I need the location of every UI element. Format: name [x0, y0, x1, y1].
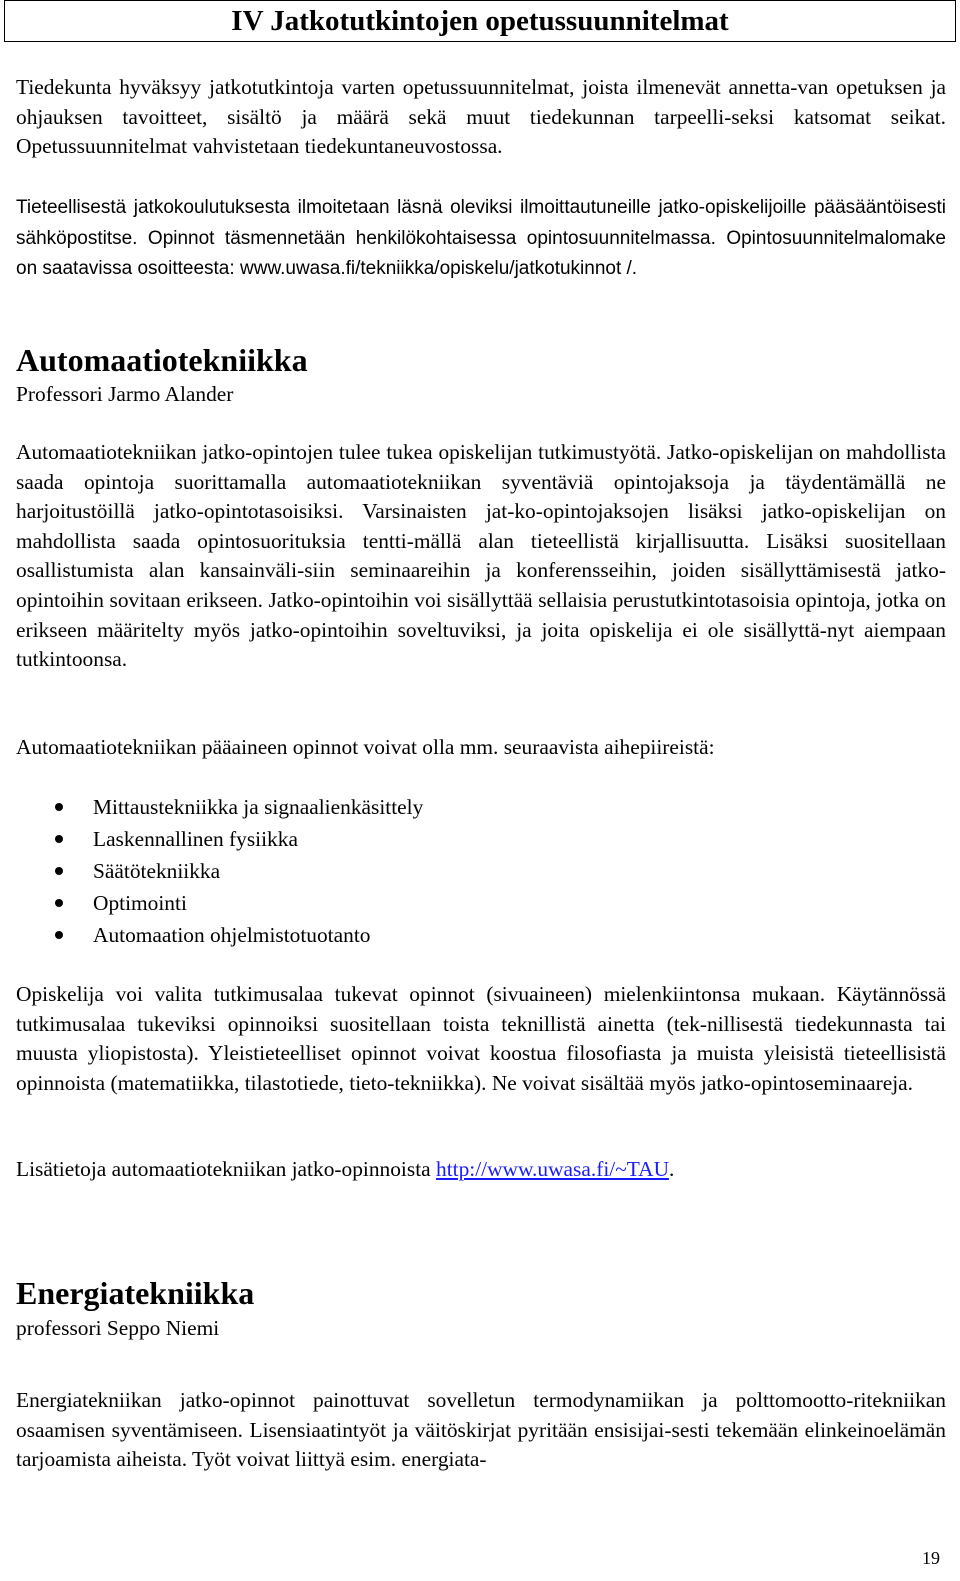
more-info-text: Lisätietoja automaatiotekniikan jatko-opinnoista — [16, 1157, 431, 1181]
tau-link[interactable]: http://www.uwasa.fi/~TAU — [436, 1157, 670, 1181]
list-item — [0, 887, 930, 919]
bullet-icon — [55, 867, 63, 875]
form-url: www.uwasa.fi/tekniikka/opiskelu/jatkotukinnot /. — [240, 258, 638, 280]
energia-heading: Energiatekniikka — [16, 1275, 255, 1311]
page-number: 19 — [922, 1548, 940, 1568]
bullet-icon — [55, 803, 63, 811]
list-item-label: Optimointi — [93, 891, 187, 915]
automaatio-paragraph-2: Automaatiotekniikan pääaineen opinnot voivat olla mm. seuraavista aihepiireistä: — [16, 735, 715, 759]
more-info — [16, 1155, 946, 1185]
energia-paragraph-1: Energiatekniikan jatko-opinnot painottuvat sovelletun termodynamiikan ja polttomootto-ritekniikan osaamisen syventämiseen. Lisensiaatintyöt ja väitöskirjat pyritään ensisijai-sesti tekemään elinkeinoelämän tarjoamista aiheista. Työt voivat liittyä esim. energiata- — [16, 1388, 946, 1472]
list-item-label: Laskennallinen fysiikka — [93, 827, 298, 851]
bullet-icon — [55, 899, 63, 907]
intro-paragraph-2-text: Tieteellisestä jatkokoulutuksesta ilmoitetaan läsnä oleviksi ilmoittautuneille jatko-opiskelijoille pääsääntöisesti sähköpostitse. Opinnot täsmennetään henkilökohtaisessa opintosuunnitelmassa. Opintosuunnitelmalomake on saatavissa osoitteesta: — [16, 197, 946, 280]
automaatio-paragraph-3: Opiskelija voi valita tutkimusalaa tukevat opinnot (sivuaineen) mielenkiintonsa mukaan. Käytännössä tutkimusalaa tukeviksi opinnoiksi suositellaan toista teknillistä ainetta (tek-nillisestä tiedekunnasta tai muusta yliopistosta). Yleistieteelliset opinnot voivat koostua filosofiasta ja muista yleisistä tieteellisistä opinnoista (matematiikka, tilastotiede, tieto-tekniikka). Ne voivat sisältää myös jatko-opintoseminaareja. — [16, 982, 946, 1095]
list-item — [0, 823, 930, 855]
automaatio-professor: Professori Jarmo Alander — [16, 382, 234, 406]
bullet-icon — [55, 835, 63, 843]
list-item-label: Säätötekniikka — [93, 859, 221, 883]
list-item — [0, 791, 930, 823]
list-item — [0, 919, 930, 951]
page-title: IV Jatkotutkintojen opetussuunnitelmat — [4, 0, 956, 42]
topic-list — [0, 791, 930, 951]
energia-professor: professori Seppo Niemi — [16, 1316, 220, 1340]
list-item — [0, 855, 930, 887]
automaatio-paragraph-1: Automaatiotekniikan jatko-opintojen tulee tukea opiskelijan tutkimustyötä. Jatko-opiskelijan on mahdollista saada opintoja suorittamalla automaatiotekniikan syventäviä opintojaksoja ja täydentämällä ne harjoitustöillä jatko-opintotasoisiksi. Varsinaisten jat-ko-opintojaksojen lisäksi jatko-opiskelijan on mahdollista saada opintosuorituksia tentti-mällä alan tieteellistä kirjallisuutta. Lisäksi suositellaan osallistumista alan kansainväli-siin seminaareihin ja konferensseihin, joiden sisällyttämisestä jatko-opintoihin sovitaan erikseen. Jatko-opintoihin voi sisällyttää sellaisia perustutkintotasoisia opintoja, jotka on erikseen määritelty myös jatko-opintoihin soveltuviksi, ja joita opiskelija ei ole sisällyttä-nyt aiempaan tutkintoonsa. — [16, 440, 946, 672]
automaatio-heading: Automaatiotekniikka — [16, 342, 308, 378]
intro-paragraph-1: Tiedekunta hyväksyy jatkotutkintoja varten opetussuunnitelmat, joista ilmenevät annetta-van opetuksen ja ohjauksen tavoitteet, sisältö ja määrä sekä muut tiedekunnan tarpeelli-seksi katsomat seikat. Opetussuunnitelmat vahvistetaan tiedekuntaneuvostossa. — [16, 75, 946, 159]
intro-paragraph-2 — [16, 192, 946, 284]
list-item-label: Mittaustekniikka ja signaalienkäsittely — [93, 795, 424, 819]
list-item-label: Automaation ohjelmistotuotanto — [93, 923, 371, 947]
more-info-period: . — [669, 1157, 675, 1181]
bullet-icon — [55, 931, 63, 939]
